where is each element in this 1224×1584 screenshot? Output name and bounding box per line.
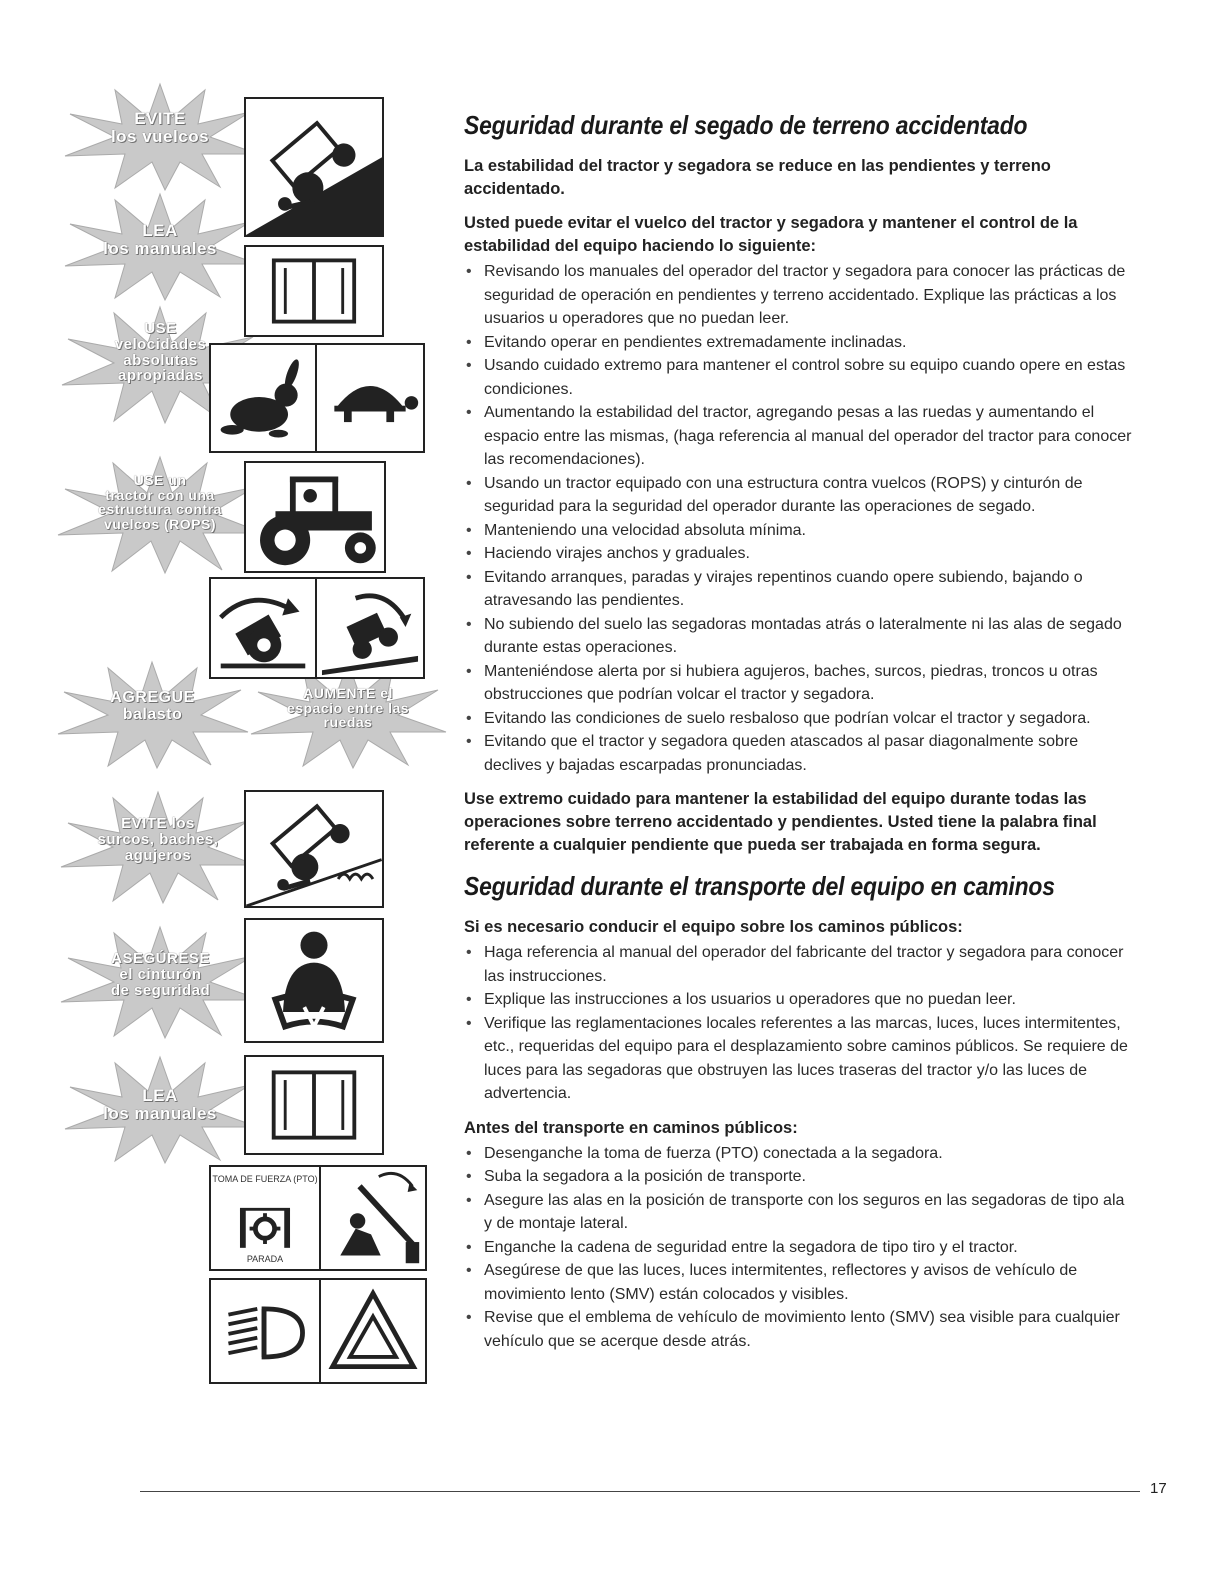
bullet-list: [464, 1142, 1134, 1354]
burst-line: tractor con una: [105, 486, 215, 503]
burst-badge: [60, 82, 260, 192]
list-item: • Asegúrese de que las luces, luces intermitentes, reflectores y avisos de vehículo de movimiento lento (SMV) están colocados y visibles.: [464, 1259, 1134, 1306]
pto-stop-icon: [209, 1165, 321, 1271]
main-content: [464, 110, 1134, 1364]
section-title: Seguridad durante el segado de terreno accidentado: [464, 110, 1028, 140]
burst-badge: [60, 1055, 260, 1165]
list-item: • Evitando arranques, paradas y virajes repentinos cuando opere subiendo, bajando o atravesando las pendientes.: [464, 566, 1134, 613]
burst-line: surcos, baches,: [97, 830, 219, 848]
burst-line: LEA: [142, 221, 178, 240]
list-item: • Manteniéndose alerta por si hubiera agujeros, baches, surcos, piedras, troncos u otras obstrucciones que podrían volcar el tractor y segadora.: [464, 660, 1134, 707]
section-lead: Antes del transporte en caminos públicos:: [464, 1118, 798, 1137]
burst-line: USE: [144, 320, 177, 337]
turtle-icon: [315, 343, 425, 453]
pto-bottom-label: PARADA: [246, 1254, 284, 1264]
bullet-list: [464, 260, 1134, 777]
burst-line: el cinturón: [119, 965, 202, 983]
list-item: • Haciendo virajes anchos y graduales.: [464, 542, 1134, 566]
burst-badge: [60, 192, 260, 302]
list-item: • Usando un tractor equipado con una estructura contra vuelcos (ROPS) y cinturón de seguridad para la seguridad del operador durante las operaciones de segado.: [464, 472, 1134, 519]
section-closing: Use extremo cuidado para mantener la estabilidad del equipo durante todas las operaciones sobre terreno accidentado y pendientes. Usted tiene la palabra final referente a cualquier pendiente que pueda ser trabajada en forma segura.: [464, 790, 1097, 854]
burst-line: LEA: [142, 1086, 178, 1105]
safety-sidebar: [0, 0, 450, 1584]
burst-line: velocidades: [114, 335, 207, 353]
list-item: • Verifique las reglamentaciones locales referentes a las marcas, luces, luces intermitentes, etc., requeridas del equipo para el desplazamiento sobre caminos públicos. Se requiere de luces para las segadoras que obstruyen las luces traseras del tractor y/o las luces de advertencia.: [464, 1012, 1134, 1106]
burst-line: AGREGUE: [110, 689, 195, 706]
section-lead: La estabilidad del tractor y segadora se reduce en las pendientes y terreno accidentado.: [464, 157, 1051, 198]
burst-line: ruedas: [323, 714, 373, 731]
list-item: • Desenganche la toma de fuerza (PTO) conectada a la segadora.: [464, 1142, 1134, 1166]
burst-line: AUMENTE el: [303, 685, 393, 701]
burst-line: los vuelcos: [110, 126, 210, 146]
burst-line: ASEGÚRESE: [111, 950, 210, 967]
footer-rule: [140, 1491, 1140, 1492]
bullet-list: [464, 941, 1134, 1106]
burst-line: absolutas: [123, 351, 198, 369]
burst-line: vuelcos (ROPS): [103, 516, 217, 533]
list-item: • Aumentando la estabilidad del tractor, agregando pesas a las ruedas y aumentando el espacio entre las mismas, (haga referencia al manual del operador del tractor para conocer las recomendaciones).: [464, 401, 1134, 472]
list-item: • Revisando los manuales del operador del tractor y segadora para conocer las prácticas de seguridad de operación en pendientes y terreno accidentado. Explique las prácticas a los usuarios u operadores que no puedan leer.: [464, 260, 1134, 331]
rollover-ruts-icon: [244, 790, 384, 908]
burst-line: EVITE: [134, 109, 186, 128]
burst-badge: [58, 925, 263, 1040]
burst-line: USE un: [133, 472, 187, 488]
burst-badge: [55, 455, 265, 575]
list-item: • Manteniendo una velocidad absoluta mínima.: [464, 519, 1134, 543]
rops-tractor-icon: [244, 461, 386, 573]
burst-line: agujeros: [124, 846, 192, 864]
list-item: • Enganche la cadena de seguridad entre la segadora de tipo tiro y el tractor.: [464, 1236, 1134, 1260]
burst-line: de seguridad: [110, 981, 211, 999]
list-item: • Asegure las alas en la posición de transporte con los seguros en las segadoras de tipo ala y de montaje lateral.: [464, 1189, 1134, 1236]
wheel-spacing-icon: [315, 577, 425, 679]
list-item: • No subiendo del suelo las segadoras montadas atrás o lateralmente ni las alas de segado durante estas operaciones.: [464, 613, 1134, 660]
headlight-icon: [209, 1278, 321, 1384]
list-item: • Evitando operar en pendientes extremadamente inclinadas.: [464, 331, 1134, 355]
section-lead: Usted puede evitar el vuelco del tractor y segadora y mantener el control de la estabilidad del equipo haciendo lo siguiente:: [464, 214, 1078, 255]
burst-line: espacio entre las: [286, 699, 410, 716]
list-item: • Evitando que el tractor y segadora queden atascados al pasar diagonalmente sobre declives y bajadas escarpadas pronunciadas.: [464, 730, 1134, 777]
list-item: • Revise que el emblema de vehículo de movimiento lento (SMV) sea visible para cualquier vehículo que se acerque desde atrás.: [464, 1306, 1134, 1353]
list-item: • Haga referencia al manual del operador del fabricante del tractor y segadora para conocer las instrucciones.: [464, 941, 1134, 988]
burst-line: balasto: [122, 705, 183, 723]
list-item: • Evitando las condiciones de suelo resbaloso que podrían volcar el tractor y segadora.: [464, 707, 1134, 731]
tractor-rollover-icon: [244, 97, 384, 237]
ballast-icon: [209, 577, 317, 679]
page-number: 17: [1150, 1480, 1167, 1497]
burst-line: los manuales: [103, 1103, 217, 1123]
burst-line: EVITE los: [121, 815, 195, 832]
list-item: • Explique las instrucciones a los usuarios u operadores que no puedan leer.: [464, 988, 1134, 1012]
seat-belt-icon: [244, 918, 384, 1043]
burst-line: los manuales: [103, 238, 217, 258]
burst-line: apropiadas: [117, 367, 204, 385]
burst-line: estructura contra: [98, 501, 222, 518]
manual-book-icon: [244, 245, 384, 337]
pto-top-label: TOMA DE FUERZA (PTO): [212, 1174, 318, 1184]
entanglement-icon: [319, 1165, 427, 1271]
list-item: • Usando cuidado extremo para mantener el control sobre su equipo cuando opere en estas condiciones.: [464, 354, 1134, 401]
section-lead: Si es necesario conducir el equipo sobre los caminos públicos:: [464, 918, 963, 936]
section-title: Seguridad durante el transporte del equipo en caminos: [464, 871, 1055, 901]
burst-badge: [58, 790, 258, 905]
manual-book-icon: [244, 1055, 384, 1155]
warning-triangle-icon: [319, 1278, 427, 1384]
list-item: • Suba la segadora a la posición de transporte.: [464, 1165, 1134, 1189]
rabbit-icon: [209, 343, 317, 453]
